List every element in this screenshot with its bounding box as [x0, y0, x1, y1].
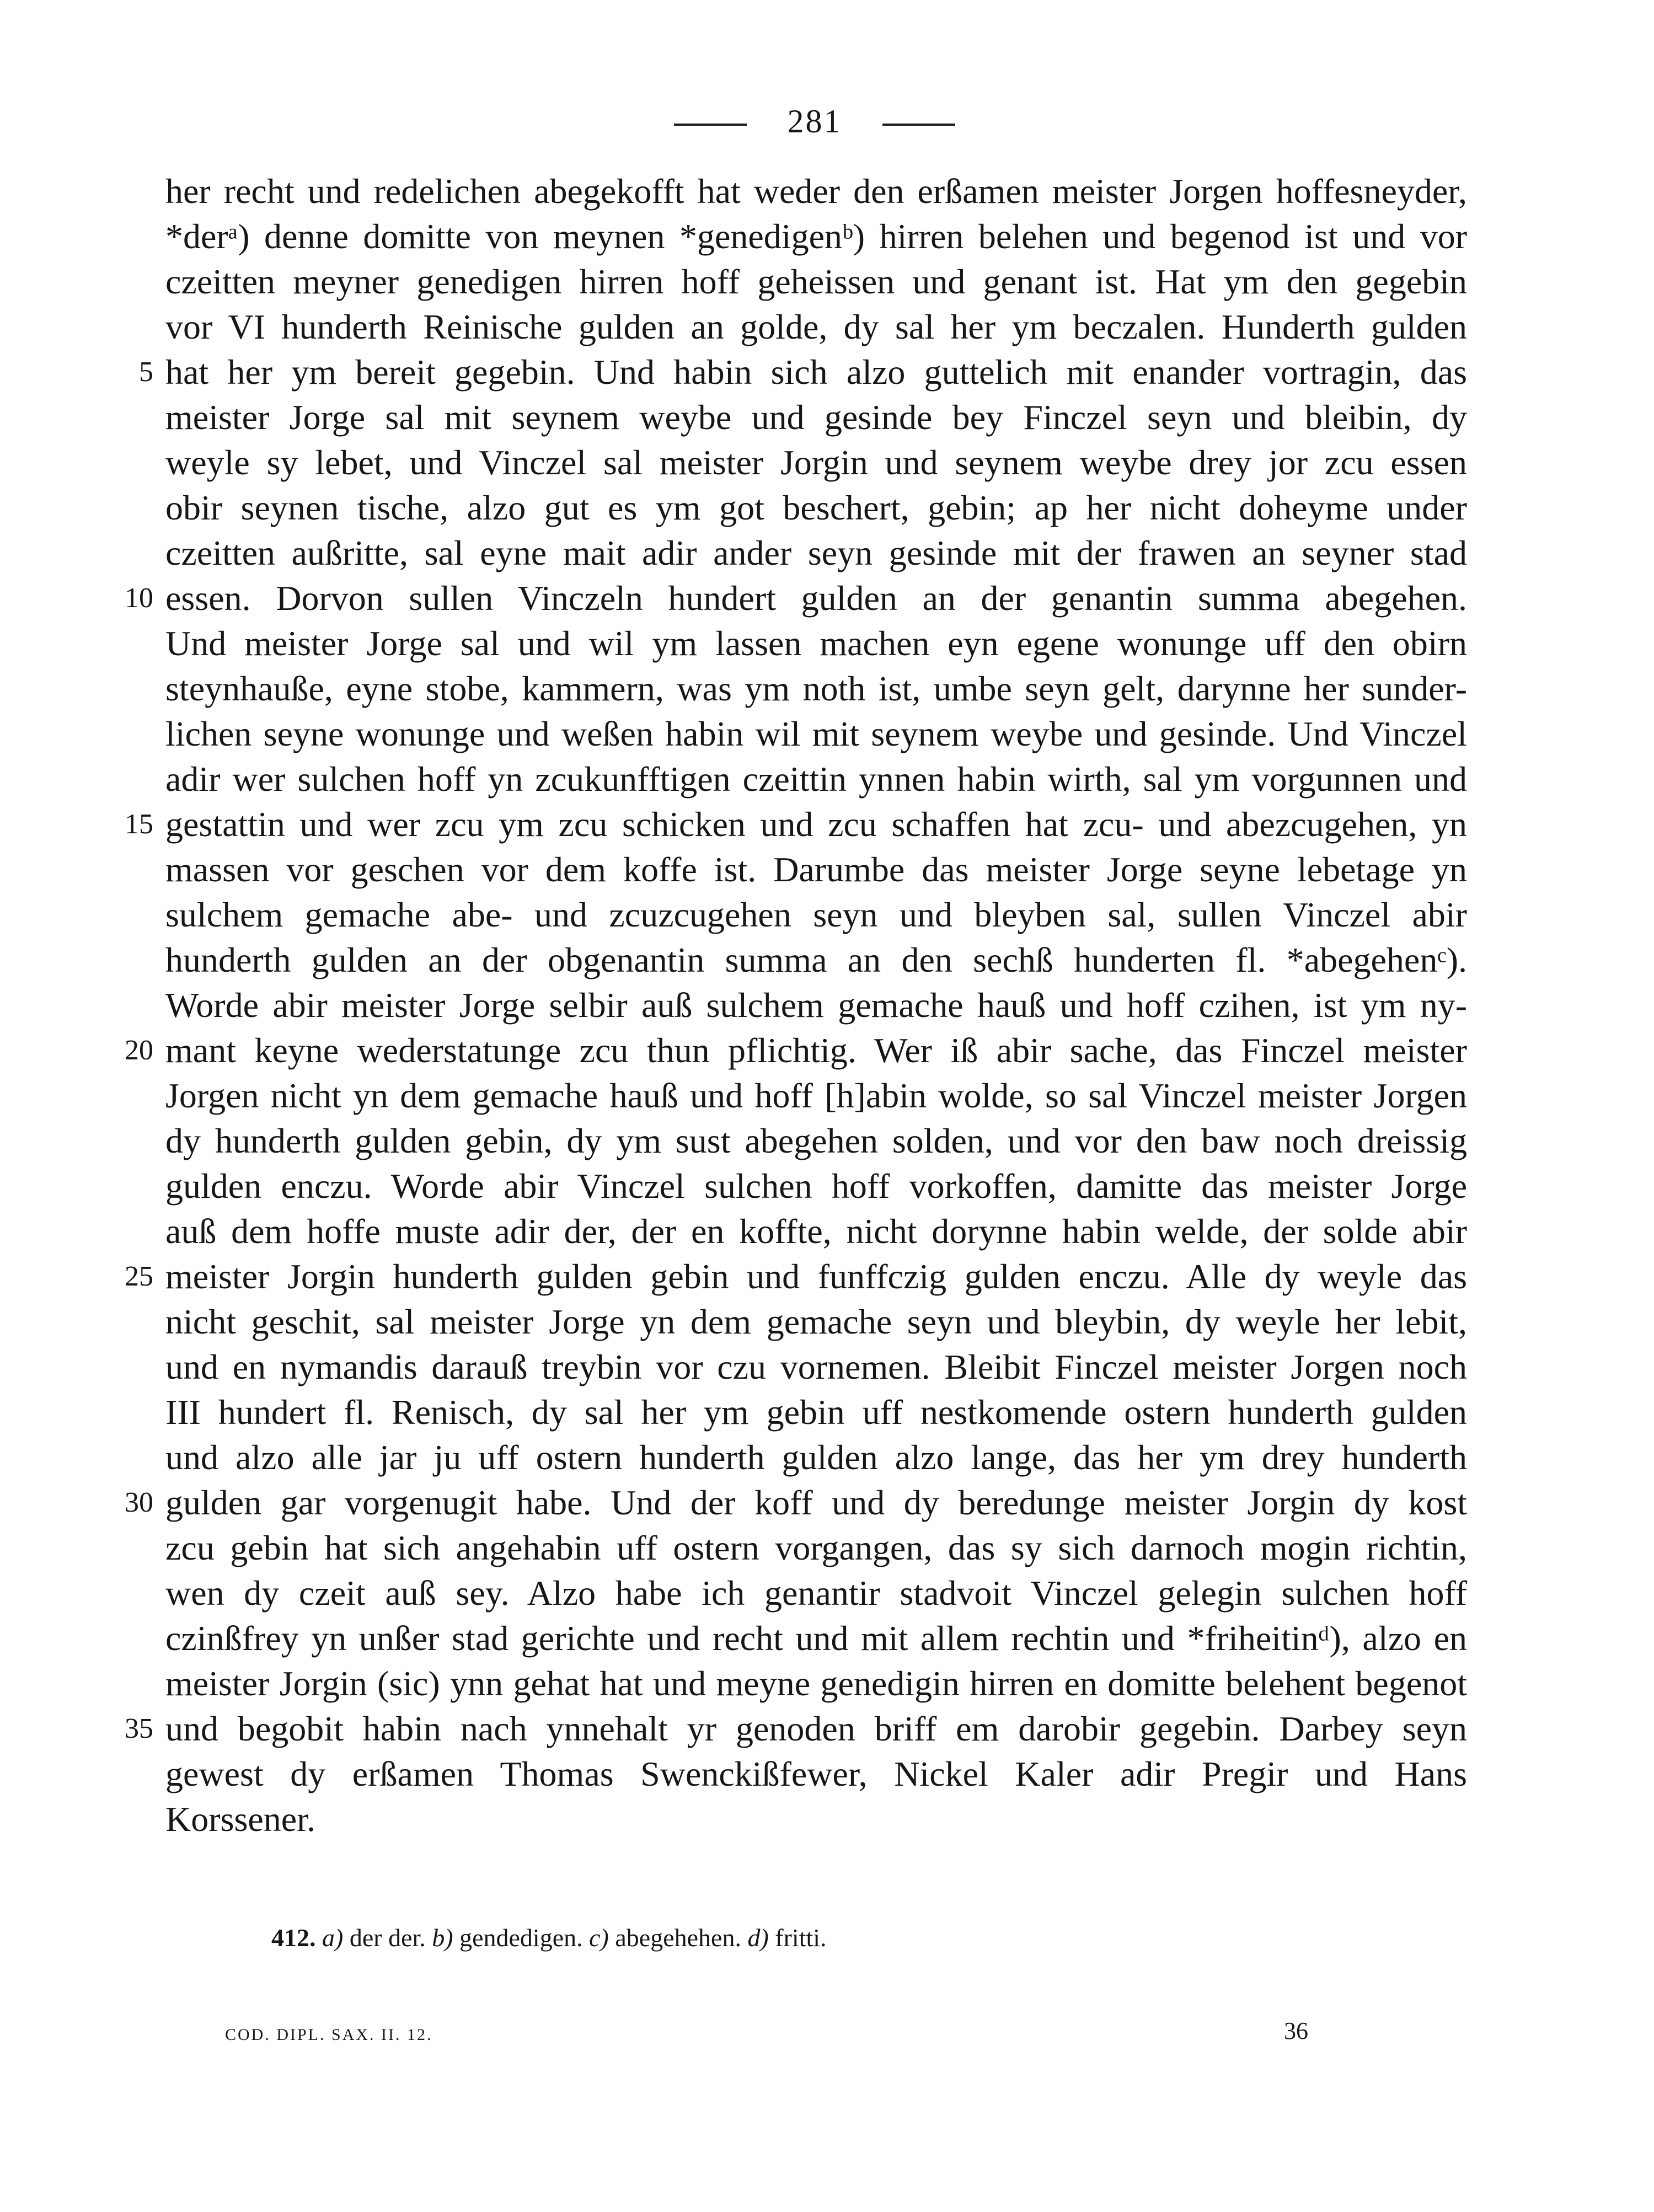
text-line	[125, 1028, 1467, 1073]
line-text: meister Jorgin (sic) ynn gehat hat und meyne genedigin hirren en domitte belehent begenot	[165, 1664, 1467, 1703]
text-line	[165, 440, 1467, 485]
line-text: und begobit habin nach ynnehalt yr genoden briff em darobir gegebin. Darbey seyn	[165, 1709, 1467, 1748]
line-text: wen dy czeit auß sey. Alzo habe ich genantir stadvoit Vinczel gelegin sulchen hoff	[165, 1573, 1467, 1613]
text-line	[165, 938, 1467, 983]
text-line	[165, 757, 1467, 802]
line-text: hat her ym bereit gegebin. Und habin sich alzo guttelich mit enander vortragin, das	[165, 352, 1467, 392]
line-text: auß dem hoffe muste adir der, der en koffte, nicht dorynne habin welde, der solde abir	[165, 1212, 1467, 1251]
text-line	[165, 1390, 1467, 1435]
text-line	[125, 1480, 1467, 1525]
line-text: mant keyne wederstatunge zcu thun pflichtig. Wer iß abir sache, das Finczel meister	[165, 1031, 1467, 1070]
text-line	[165, 1299, 1467, 1345]
text-line	[125, 802, 1467, 847]
footnote-letter: c)	[589, 1924, 609, 1952]
line-text: massen vor geschen vor dem koffe ist. Darumbe das meister Jorge seyne lebetage yn	[165, 850, 1467, 889]
line-text: steynhauße, eyne stobe, kammern, was ym noth ist, umbe seyn gelt, darynne her sunder-	[165, 669, 1467, 708]
line-text: Jorgen nicht yn dem gemache hauß und hoff [h]abin wolde, so sal Vinczel meister Jorgen	[165, 1076, 1467, 1115]
footnote-letter: d)	[747, 1924, 769, 1952]
text-line	[165, 1073, 1467, 1118]
line-text: adir wer sulchen hoff yn zcukunfftigen czeittin ynnen habin wirth, sal ym vorgunnen und	[165, 759, 1467, 799]
footnote-letter: a)	[322, 1924, 344, 1952]
line-text: czinßfrey yn unßer stad gerichte und recht und mit allem rechtin und *friheitinᵈ), alzo en	[165, 1619, 1467, 1658]
line-text: gulden enczu. Worde abir Vinczel sulchen hoff vorkoffen, damitte das meister Jorge	[165, 1166, 1467, 1206]
line-text: czeitten außritte, sal eyne mait adir ander seyn gesinde mit der frawen an seyner stad	[165, 533, 1467, 572]
footnote-text: abegehehen.	[615, 1924, 741, 1952]
line-text: und en nymandis darauß treybin vor czu vornemen. Bleibit Finczel meister Jorgen noch	[165, 1347, 1467, 1386]
text-line	[165, 983, 1467, 1028]
line-text: obir seynen tische, alzo gut es ym got beschert, gebin; ap her nicht doheyme under	[165, 488, 1467, 527]
line-number: 20	[125, 1035, 153, 1066]
line-text: zcu gebin hat sich angehabin uff ostern vorgangen, das sy sich darnoch mogin richtin,	[165, 1528, 1467, 1567]
line-text: hunderth gulden an der obgenantin summa an den sechß hunderten fl. *abegehenᶜ).	[165, 940, 1467, 979]
text-line	[165, 1345, 1467, 1390]
text-line	[125, 1706, 1467, 1752]
text-line	[165, 847, 1467, 892]
sheet-number: 36	[1284, 2017, 1308, 2044]
line-text: gulden gar vorgenugit habe. Und der koff und dy beredunge meister Jorgin dy kost	[165, 1483, 1467, 1522]
line-text: meister Jorge sal mit seynem weybe und gesinde bey Finczel seyn und bleibin, dy	[165, 398, 1467, 437]
text-line	[165, 304, 1467, 350]
line-number: 15	[125, 808, 153, 840]
line-text: und alzo alle jar ju uff ostern hunderth gulden alzo lange, das her ym drey hunderth	[165, 1438, 1467, 1477]
text-line	[165, 531, 1467, 576]
line-text: Worde abir meister Jorge selbir auß sulchem gemache hauß und hoff czihen, ist ym ny-	[165, 986, 1467, 1025]
text-line	[165, 621, 1467, 666]
text-line	[165, 892, 1467, 938]
line-text: essen. Dorvon sullen Vinczeln hundert gulden an der genantin summa abegehen.	[165, 579, 1467, 618]
line-text: *derᵃ) denne domitte von meynen *genedigenᵇ) hirren belehen und begenod ist und vor	[165, 217, 1467, 256]
line-text: nicht geschit, sal meister Jorge yn dem gemache seyn und bleybin, dy weyle her lebit,	[165, 1302, 1467, 1341]
line-text: meister Jorgin hunderth gulden gebin und funffczig gulden enczu. Alle dy weyle das	[165, 1257, 1467, 1296]
line-number: 35	[125, 1713, 153, 1744]
text-line	[125, 576, 1467, 621]
line-number: 30	[125, 1487, 153, 1518]
text-line	[165, 395, 1467, 440]
line-number: 10	[125, 582, 153, 614]
document-body	[125, 169, 1467, 1842]
text-line	[165, 1118, 1467, 1164]
line-text: lichen seyne wonunge und weßen habin wil mit seynem weybe und gesinde. Und Vinczel	[165, 714, 1467, 753]
footnote-text: der der.	[349, 1924, 426, 1952]
signature-mark: COD. DIPL. SAX. II. 12.	[225, 2026, 433, 2044]
line-text: czeitten meyner genedigen hirren hoff geheissen und genant ist. Hat ym den gegebin	[165, 262, 1467, 301]
line-text: gewest dy erßamen Thomas Swenckißfewer, Nickel Kaler adir Pregir und Hans	[165, 1754, 1467, 1793]
footnote	[271, 1921, 827, 1954]
text-line	[165, 666, 1467, 711]
text-line	[165, 1571, 1467, 1616]
text-line	[165, 1661, 1467, 1706]
line-text: III hundert fl. Renisch, dy sal her ym gebin uff nestkomende ostern hunderth gulden	[165, 1392, 1467, 1432]
text-line	[165, 711, 1467, 757]
line-text: her recht und redelichen abegekofft hat weder den erßamen meister Jorgen hoffesneyder,	[165, 172, 1467, 211]
text-line	[165, 1209, 1467, 1254]
text-line	[165, 485, 1467, 531]
text-line	[165, 1164, 1467, 1209]
line-text: Korssener.	[165, 1799, 315, 1839]
footnote-number: 412.	[271, 1924, 316, 1952]
footnote-entries	[322, 1924, 827, 1952]
text-line	[165, 1525, 1467, 1571]
line-text: vor VI hunderth Reinische gulden an golde, dy sal her ym beczalen. Hunderth gulden	[165, 307, 1467, 346]
text-line	[165, 1752, 1467, 1797]
line-text: Und meister Jorge sal und wil ym lassen machen eyn egene wonunge uff den obirn	[165, 624, 1467, 663]
line-text: weyle sy lebet, und Vinczel sal meister Jorgin und seynem weybe drey jor zcu essen	[165, 443, 1467, 482]
footnote-text: fritti.	[775, 1924, 827, 1952]
text-line	[165, 1435, 1467, 1480]
footnote-text: gendedigen.	[459, 1924, 583, 1952]
line-number: 5	[139, 356, 153, 388]
page-number: 281	[787, 103, 842, 140]
header-rule-right	[882, 124, 955, 126]
text-line	[165, 1616, 1467, 1661]
page-header	[0, 99, 1654, 143]
text-line	[165, 1797, 1467, 1842]
text-line	[165, 169, 1467, 214]
text-line	[125, 1254, 1467, 1299]
text-line	[165, 259, 1467, 304]
line-text: dy hunderth gulden gebin, dy ym sust abegehen solden, und vor den baw noch dreissig	[165, 1121, 1467, 1160]
text-line	[165, 214, 1467, 259]
line-text: gestattin und wer zcu ym zcu schicken und zcu schaffen hat zcu- und abezcugehen, yn	[165, 805, 1467, 844]
header-rule-left	[674, 124, 747, 126]
line-text: sulchem gemache abe- und zcuzcugehen seyn und bleyben sal, sullen Vinczel abir	[165, 895, 1467, 934]
footnote-letter: b)	[432, 1924, 453, 1952]
line-number: 25	[125, 1261, 153, 1292]
text-line	[139, 350, 1467, 395]
